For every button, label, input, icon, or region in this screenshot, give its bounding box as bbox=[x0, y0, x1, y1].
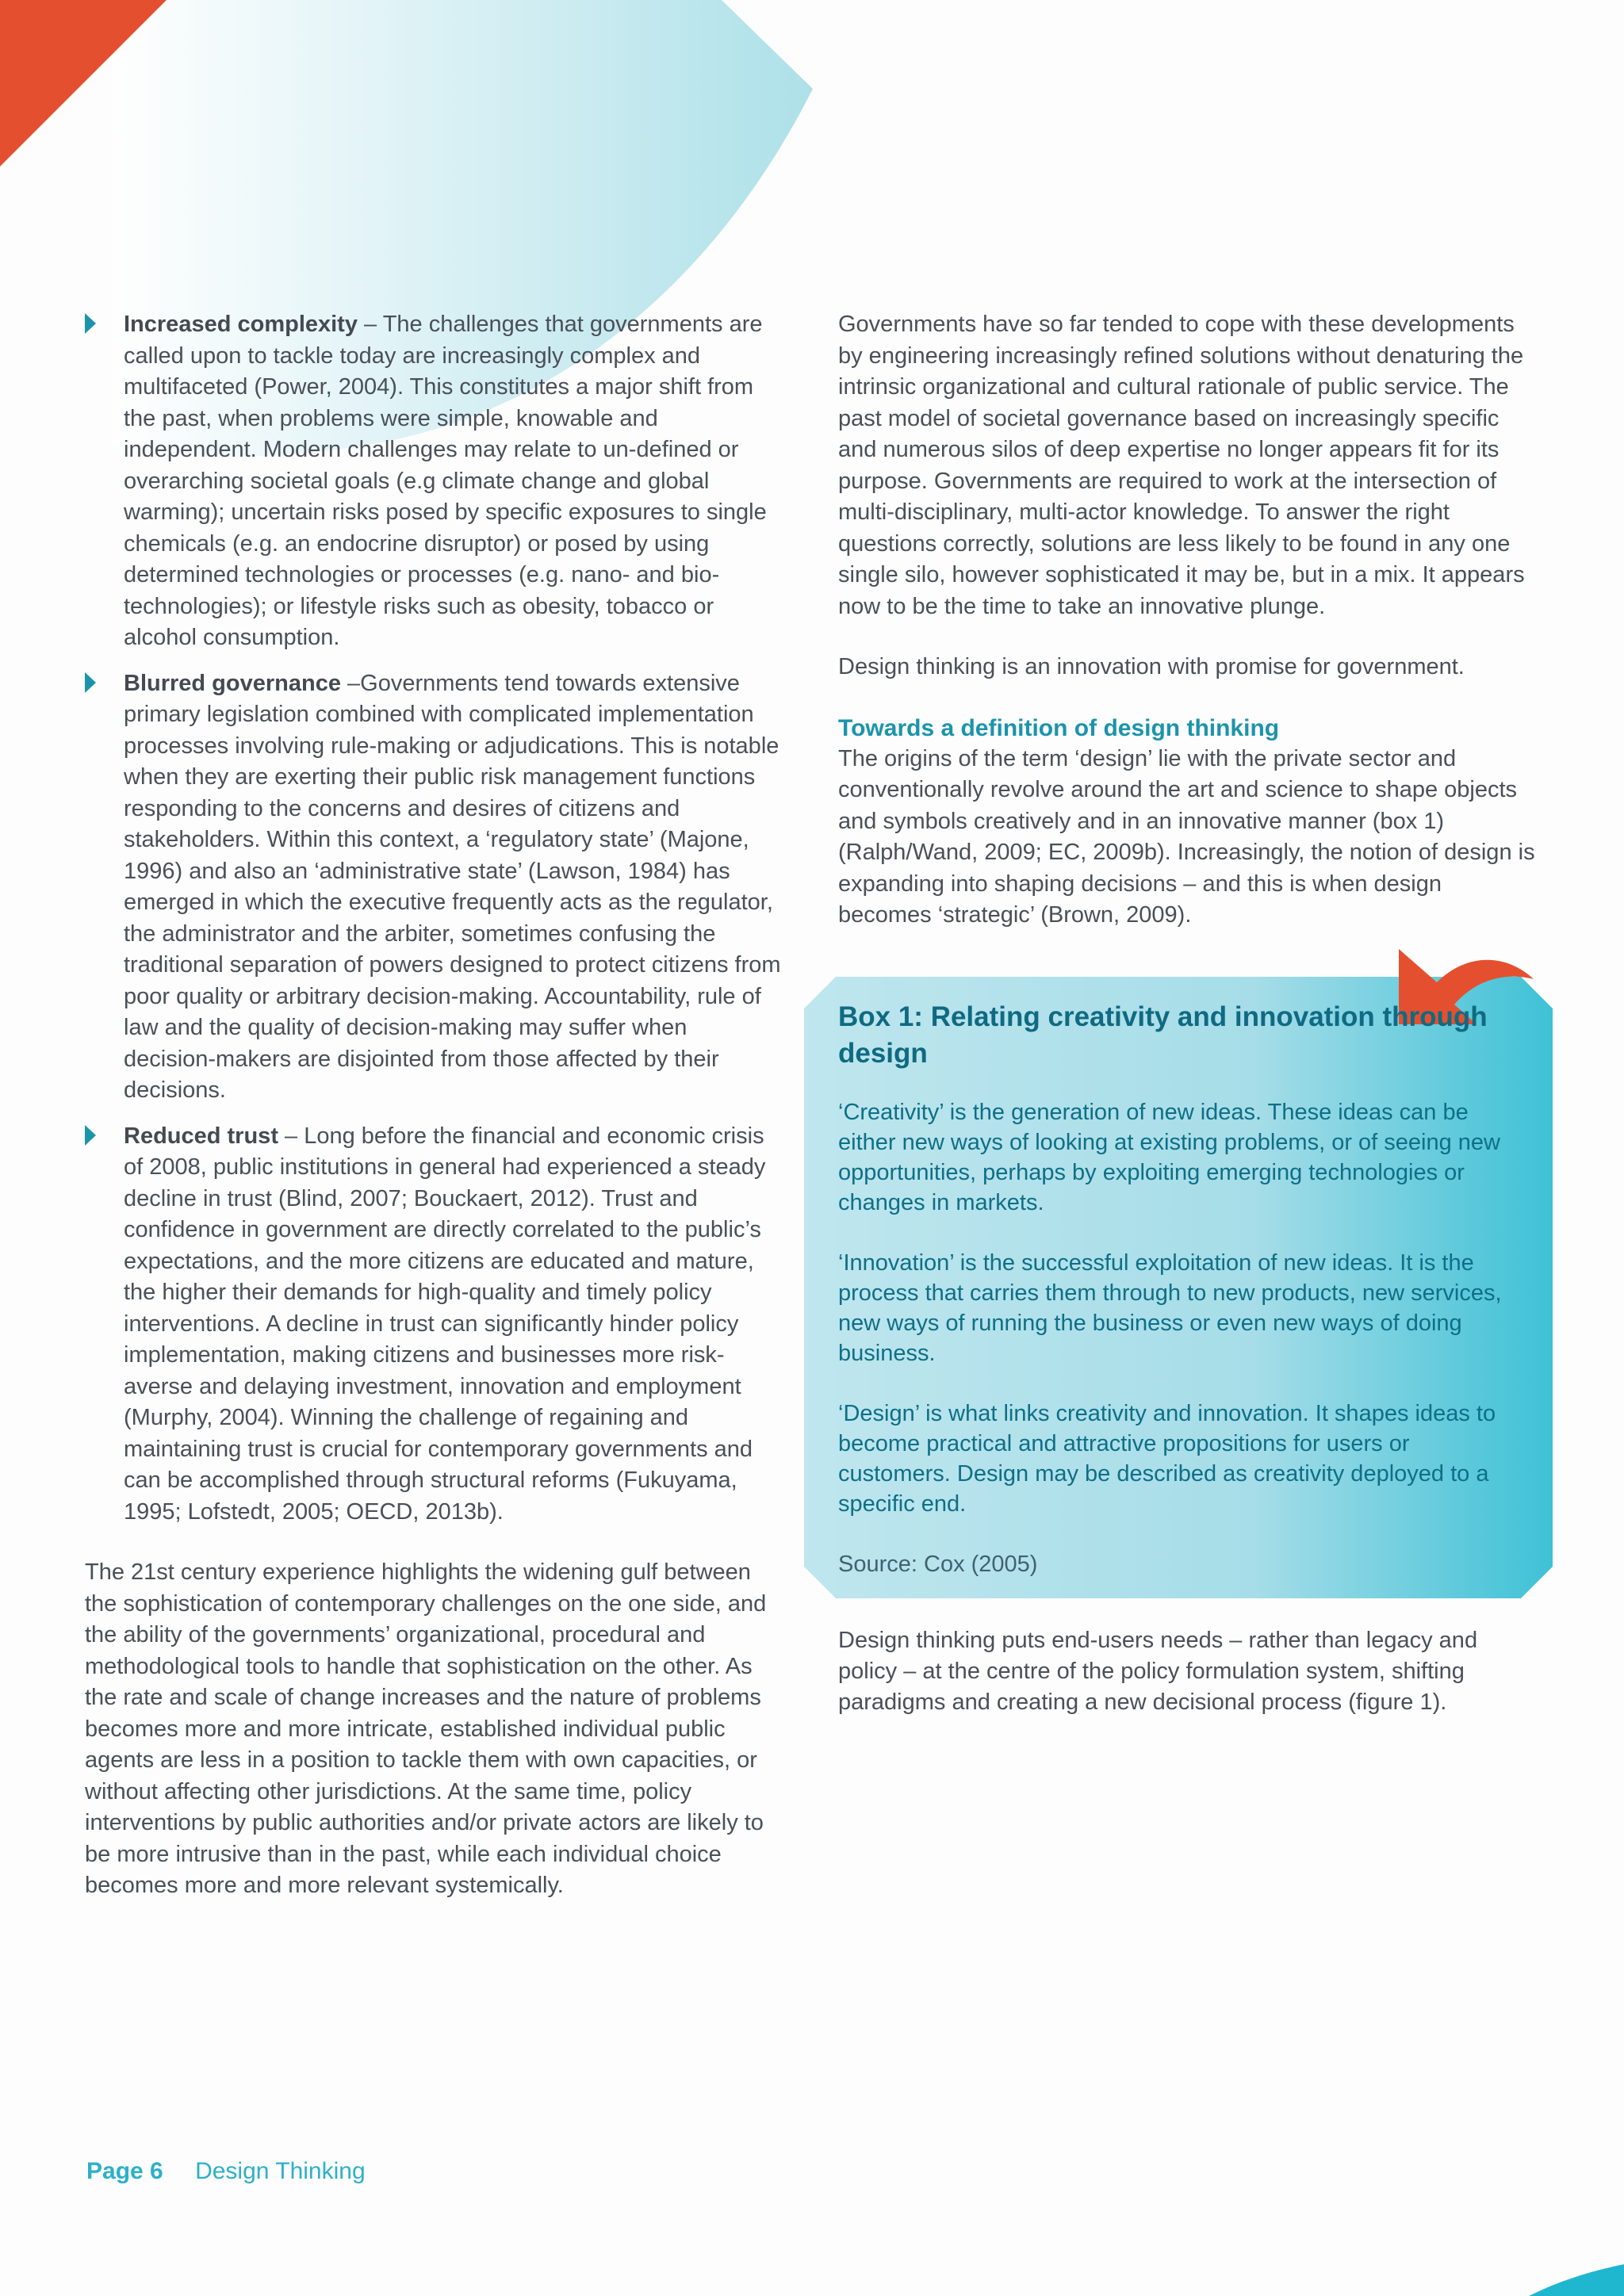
bullet-text: – Long before the financial and economic crisis of 2008, public institutions in general had experienced a steady decline in trust (Blind, 2007; Bouckaert, 2012). Trust and confidence in government are directly correlated to the public’s expectations, and the more citizens are educated and mature, the higher their demands for high-quality and timely policy interventions. A decline in trust can significantly hinder policy implementation, making citizens and businesses more risk-averse and delaying investment, innovation and employment (Murphy, 2004). Winning the challenge of regaining and maintaining trust is crucial for contemporary governments and can be accomplished through structural reforms (Fukuyama, 1995; Lofstedt, 2005; OECD, 2013b). bbox=[124, 1123, 766, 1525]
triangle-bullet-icon bbox=[85, 672, 96, 693]
bullet-term: Reduced trust bbox=[124, 1123, 278, 1149]
left-column bbox=[85, 309, 783, 1902]
closing-paragraph: The 21st century experience highlights the widening gulf between the sophistication of contemporary challenges on the one side, and the ability of the governments’ organizational, procedural and methodological tools to handle that sophistication on the other. As the rate and scale of change increases and the nature of problems becomes more and more intricate, established individual public agents are less in a position to tackle them with own capacities, or without affecting other jurisdictions. At the same time, policy interventions by public authorities and/or private actors are likely to be more intrusive than in the past, while each individual choice becomes more and more relevant systemically. bbox=[85, 1559, 767, 1898]
box-design-paragraph: ‘Design’ is what links creativity and innovation. It shapes ideas to become practical and attractive propositions for users or customers. Design may be described as creativity deployed to a specific end. bbox=[838, 1401, 1496, 1517]
bullet-text: – The challenges that governments are called upon to tackle today are increasingly complex and multifaceted (Power, 2004). This constitutes a major shift from the past, when problems were simple, knowable and independent. Modern challenges may relate to un-defined or overarching societal goals (e.g climate change and global warming); uncertain risks posed by specific exposures to single chemicals (e.g. an endocrine disruptor) or posed by using determined technologies or processes (e.g. nano- and bio-technologies); or lifestyle risks such as obesity, tobacco or alcohol consumption. bbox=[124, 312, 767, 650]
box-title: Box 1: Relating creativity and innovation through design bbox=[838, 1001, 1488, 1069]
box-source: Source: Cox (2005) bbox=[838, 1552, 1038, 1577]
intro-paragraph: Governments have so far tended to cope with these developments by engineering increasingly refined solutions without denaturing the intrinsic organizational and cultural rationale of public service. The past model of societal governance based on increasingly specific and numerous silos of deep expertise no longer appears fit for its purpose. Governments are required to work at the intersection of multi-disciplinary, multi-actor knowledge. To answer the right questions correctly, solutions are less likely to be found in any one single silo, however sophisticated it may be, but in a mix. It appears now to be the time to take an innovative plunge. bbox=[838, 312, 1525, 619]
box-creativity-paragraph: ‘Creativity’ is the generation of new ideas. These ideas can be either new ways of looking at existing problems, or of seeing new opportunities, perhaps by exploiting emerging technologies or changes in markets. bbox=[838, 1100, 1500, 1215]
bullet-item-blurred-governance bbox=[85, 668, 783, 1107]
bullet-term: Increased complexity bbox=[124, 312, 358, 337]
page-number: Page 6 bbox=[86, 2158, 163, 2184]
promise-paragraph: Design thinking is an innovation with promise for government. bbox=[838, 654, 1465, 679]
bullet-text: –Governments tend towards extensive primary legislation combined with complicated implementation processes involving rule-making or adjudications. This is notable when they are exerting their public risk management functions responding to the concerns and desires of citizens and stakeholders. Within this context, a ‘regulatory state’ (Majone, 1996) and also an ‘administrative state’ (Lawson, 1984) has emerged in which the executive frequently acts as the regulator, the administrator and the arbiter, sometimes confusing the traditional separation of powers designed to protect citizens from poor quality or arbitrary decision-making. Accountability, rule of law and the quality of decision-making may suffer when decision-makers are disjointed from those affected by their decisions. bbox=[124, 670, 781, 1103]
bullet-item-increased-complexity bbox=[85, 309, 783, 654]
triangle-bullet-icon bbox=[85, 1125, 96, 1146]
definition-paragraph: The origins of the term ‘design’ lie with the private sector and conventionally revolve around the art and science to shape objects and symbols creatively and in an innovative manner (box 1) (Ralph/Wand, 2009; EC, 2009b). Increasingly, the notion of design is expanding into shaping decisions – and this is when design becomes ‘strategic’ (Brown, 2009). bbox=[838, 745, 1535, 928]
bullet-list bbox=[85, 309, 783, 1528]
bottom-right-decoration bbox=[1529, 2264, 1624, 2296]
page-footer bbox=[86, 2158, 366, 2185]
bullet-term: Blurred governance bbox=[124, 670, 341, 696]
section-heading: Towards a definition of design thinking bbox=[838, 714, 1280, 741]
box-innovation-paragraph: ‘Innovation’ is the successful exploitation of new ideas. It is the process that carries them through to new products, new services, new ways of running the business or even new ways of doing business. bbox=[838, 1250, 1502, 1366]
right-column bbox=[838, 309, 1536, 932]
box-1-callout bbox=[804, 977, 1553, 1598]
document-title: Design Thinking bbox=[195, 2158, 366, 2184]
bullet-item-reduced-trust bbox=[85, 1121, 783, 1529]
triangle-bullet-icon bbox=[85, 313, 96, 334]
end-users-paragraph: Design thinking puts end-users needs – rather than legacy and policy – at the centre of the policy formulation system, shifting paradigms and creating a new decisional process (figure 1). bbox=[838, 1628, 1478, 1715]
box-content bbox=[838, 999, 1520, 1609]
